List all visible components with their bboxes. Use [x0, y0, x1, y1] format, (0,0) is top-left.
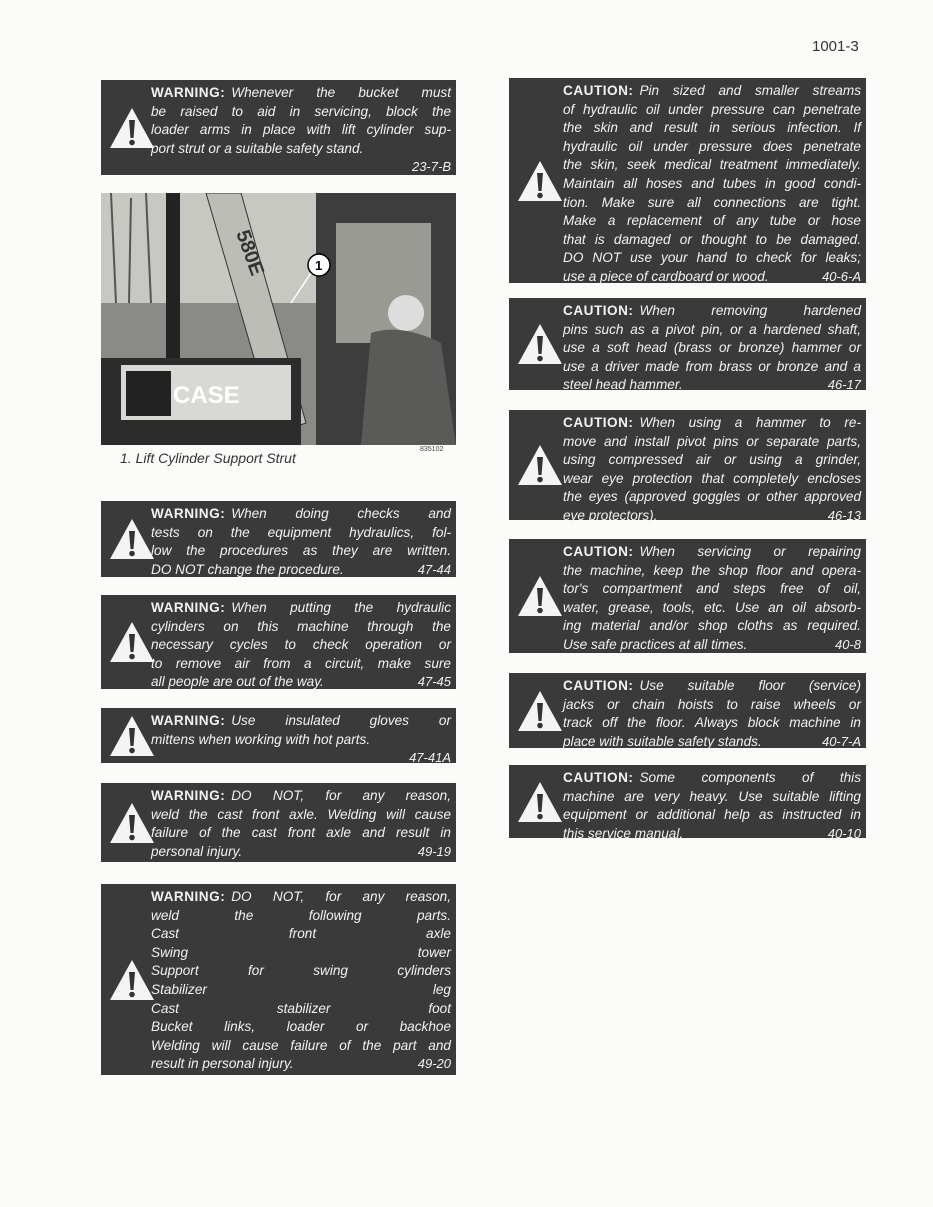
notice-code: 47-41A — [409, 750, 451, 766]
warning-triangle-icon — [517, 575, 563, 617]
notice-label: WARNING: — [151, 506, 226, 521]
notice-line: weld the following parts. — [151, 907, 451, 923]
notice-line: personal injury. — [151, 843, 243, 859]
warning-triangle-icon — [109, 715, 155, 757]
notice-label: CAUTION: — [563, 83, 634, 98]
notice-line: result in personal injury. — [151, 1056, 294, 1072]
notice-line: to remove air from a circuit, make sure — [151, 655, 451, 671]
notice-line: this service manual. — [563, 825, 684, 841]
warning-triangle-icon — [517, 323, 563, 365]
notice-line: the machine, keep the shop floor and opera- — [563, 562, 861, 578]
notice-label: WARNING: — [151, 788, 226, 803]
notice-text — [563, 677, 861, 751]
notice-text — [563, 302, 861, 395]
notice-code: 23-7-B — [411, 159, 451, 175]
notice-line: mittens when working with hot parts. — [151, 731, 371, 747]
warning-triangle-icon — [109, 959, 155, 1001]
notice-line: track off the floor. Always block machine in — [563, 715, 861, 731]
warning-triangle-icon — [517, 690, 563, 732]
warning-triangle-icon — [109, 107, 155, 149]
notice-label: CAUTION: — [563, 415, 634, 430]
warning-triangle-icon — [517, 444, 563, 486]
notice-text — [563, 414, 861, 526]
notice-line: cylinders on this machine through the — [151, 618, 451, 634]
notice-code: 49-19 — [417, 843, 451, 859]
notice-line: water, grease, tools, etc. Use an oil absorb- — [563, 599, 861, 615]
notice-line: machine are very heavy. Use suitable lifting — [563, 788, 861, 804]
notice-line: DO NOT change the procedure. — [151, 561, 344, 577]
notice-line: Whenever the bucket must — [231, 85, 451, 100]
notice-line: Use safe practices at all times. — [563, 636, 748, 652]
notice-line: Welding will cause failure of the part and — [151, 1037, 451, 1053]
notice-line: Swing tower — [151, 944, 451, 960]
notice-line: Stabilizer leg — [151, 981, 451, 997]
notice-line: failure of the cast front axle and result in — [151, 825, 451, 841]
warning-box — [101, 783, 456, 862]
notice-line: loader arms in place with lift cylinder sup- — [151, 122, 451, 138]
warning-triangle-icon — [109, 518, 155, 560]
notice-line: Use insulated gloves or — [231, 713, 451, 728]
notice-line: the eyes (approved goggles or other approved — [563, 489, 861, 505]
notice-code: 46-17 — [827, 377, 861, 393]
caution-box — [509, 78, 866, 283]
caution-box — [509, 410, 866, 523]
warning-triangle-icon — [109, 621, 155, 663]
notice-text — [563, 769, 861, 843]
notice-text — [151, 84, 451, 177]
notice-label: WARNING: — [151, 85, 226, 100]
notice-line: Support for swing cylinders — [151, 963, 451, 979]
notice-label: WARNING: — [151, 600, 226, 615]
warning-triangle-icon — [517, 781, 563, 823]
notice-line: When using a hammer to re- — [639, 415, 861, 430]
notice-line: place with suitable safety stands. — [563, 733, 762, 749]
notice-code: 49-20 — [417, 1056, 451, 1072]
notice-line: all people are out of the way. — [151, 674, 324, 690]
notice-line: Some components of this — [639, 770, 861, 785]
notice-code: 40-6-A — [821, 268, 861, 284]
notice-line: jacks or chain hoists to raise wheels or — [563, 696, 861, 712]
notice-code: 46-13 — [827, 507, 861, 523]
notice-line: Pin sized and smaller streams — [639, 83, 861, 98]
notice-label: WARNING: — [151, 713, 226, 728]
warning-box — [101, 80, 456, 175]
notice-line: eye protectors). — [563, 507, 658, 523]
notice-text — [151, 787, 451, 861]
notice-text — [151, 599, 451, 692]
notice-text — [563, 82, 861, 287]
warning-box — [101, 708, 456, 766]
notice-line: equipment or additional help as instructed in — [563, 807, 861, 823]
notice-line: steel head hammer. — [563, 377, 683, 393]
notice-line: weld the cast front axle. Welding will cause — [151, 806, 451, 822]
notice-label: CAUTION: — [563, 770, 634, 785]
notice-text — [151, 505, 451, 579]
notice-line: the skin, seek medical treatment immediately. — [563, 157, 861, 173]
callout-1: 1 — [315, 258, 323, 273]
notice-line: necessary cycles to check operation or — [151, 637, 451, 653]
notice-line: port strut or a suitable safety stand. — [151, 140, 364, 156]
notice-line: use a driver made from brass or bronze and a — [563, 358, 861, 374]
caution-box — [509, 765, 866, 841]
notice-line: tests on the equipment hydraulics, fol- — [151, 524, 451, 540]
notice-code: 40-8 — [834, 636, 861, 652]
notice-line: wear eye protection that completely encloses — [563, 470, 861, 486]
notice-text — [151, 712, 451, 768]
notice-line: of hydraulic oil under pressure can penetrate — [563, 101, 861, 117]
caution-box — [509, 298, 866, 393]
notice-line: When putting the hydraulic — [231, 600, 451, 615]
caution-box — [509, 539, 866, 653]
notice-label: CAUTION: — [563, 303, 634, 318]
figure-caption: 1. Lift Cylinder Support Strut — [120, 450, 296, 466]
notice-line: DO NOT, for any reason, — [231, 889, 451, 904]
notice-line: ing material and/or shop cloths as required. — [563, 618, 861, 634]
notice-line: pins such as a pivot pin, or a hardened shaft, — [563, 321, 861, 337]
notice-line: use a piece of cardboard or wood. — [563, 268, 769, 284]
caution-box — [509, 673, 866, 748]
notice-line: the skin and result in serious infection. If — [563, 120, 861, 136]
notice-line: Cast front axle — [151, 926, 451, 942]
notice-line: DO NOT use your hand to check for leaks; — [563, 250, 861, 266]
notice-label: CAUTION: — [563, 678, 634, 693]
warning-box — [101, 595, 456, 689]
notice-label: WARNING: — [151, 889, 226, 904]
notice-code: 47-44 — [417, 561, 451, 577]
notice-code: 40-10 — [827, 825, 861, 841]
notice-line: Use suitable floor (service) — [639, 678, 861, 693]
notice-code: 47-45 — [417, 674, 451, 690]
notice-line: low the procedures as they are written. — [151, 543, 451, 559]
notice-label: CAUTION: — [563, 544, 634, 559]
notice-line: hydraulic oil under pressure does penetrate — [563, 138, 861, 154]
notice-line: move and install pivot pins or separate parts, — [563, 433, 861, 449]
page-number: 1001-3 — [812, 38, 859, 55]
notice-line: tion. Make sure all connections are tight. — [563, 194, 861, 210]
notice-line: that is damaged or thought to be damaged. — [563, 231, 861, 247]
notice-line: When doing checks and — [231, 506, 451, 521]
notice-line: be raised to aid in servicing, block the — [151, 103, 451, 119]
lift-cylinder-photo — [101, 193, 456, 445]
notice-line: Bucket links, loader or backhoe — [151, 1019, 451, 1035]
notice-text — [151, 888, 451, 1074]
warning-box — [101, 884, 456, 1075]
notice-line: use a soft head (brass or bronze) hammer or — [563, 340, 861, 356]
notice-line: When servicing or repairing — [639, 544, 861, 559]
photo-id: 835102 — [420, 446, 444, 453]
notice-line: Maintain all hoses and tubes in good condi- — [563, 175, 861, 191]
warning-box — [101, 501, 456, 577]
notice-text — [563, 543, 861, 655]
notice-line: Cast stabilizer foot — [151, 1000, 451, 1016]
notice-line: DO NOT, for any reason, — [231, 788, 451, 803]
case-brand-lettering: CASE — [173, 382, 240, 409]
warning-triangle-icon — [109, 802, 155, 844]
model-lettering: 580E — [231, 227, 268, 279]
notice-line: Make a replacement of any tube or hose — [563, 213, 861, 229]
notice-line: using compressed air or using a grinder, — [563, 452, 861, 468]
notice-line: tor's compartment and steps free of oil, — [563, 581, 861, 597]
warning-triangle-icon — [517, 160, 563, 202]
notice-line: When removing hardened — [639, 303, 861, 318]
notice-code: 40-7-A — [821, 733, 861, 749]
